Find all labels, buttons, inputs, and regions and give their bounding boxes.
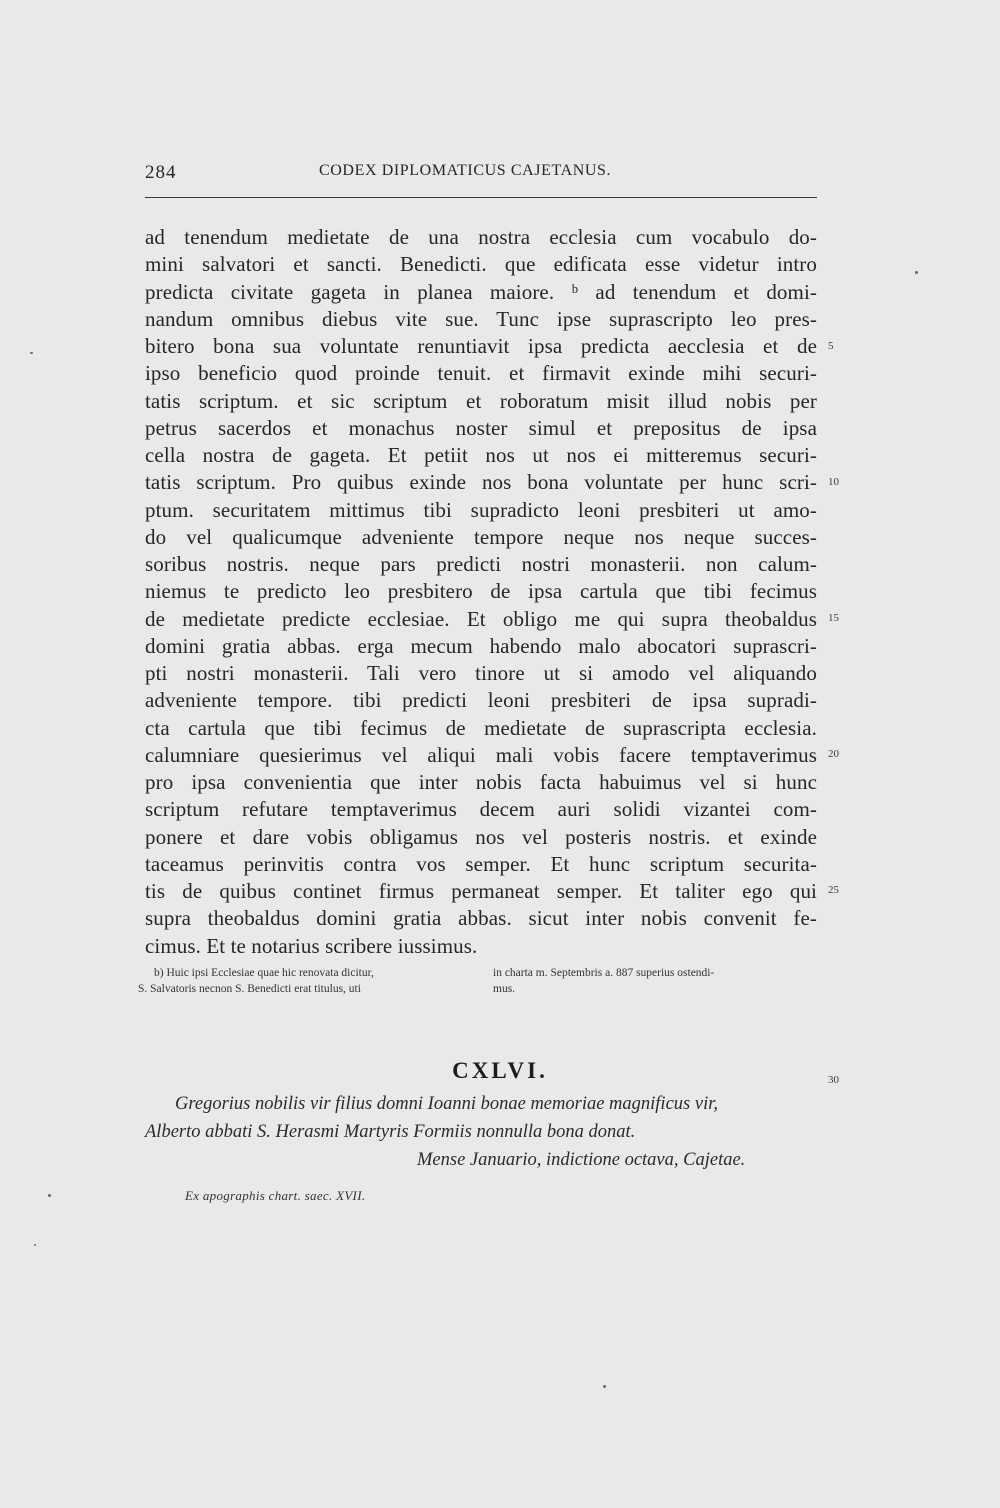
text-line: ipso beneficio quod proinde tenuit. et firmavit exinde mihi securi-: [145, 361, 817, 386]
text-line: domini gratia abbas. erga mecum habendo malo abocatori suprascri-: [145, 633, 817, 658]
text-line: petrus sacerdos et monachus noster simul et prepositus de ipsa: [145, 415, 817, 440]
paper-speck: [30, 352, 33, 354]
source-note: Ex apographis chart. saec. XVII.: [185, 1188, 366, 1203]
text-line: ad tenendum medietate de una nostra ecclesia cum vocabulo do-: [145, 225, 817, 249]
footnote-line: mus.: [493, 983, 516, 995]
line-number: 20: [828, 748, 839, 760]
document-number: CXLVI.: [452, 1058, 548, 1083]
text-line: bitero bona sua voluntate renuntiavit ipsa predicta aecclesia et de: [145, 334, 817, 358]
text-line: niemus te predicto leo presbitero de ipsa cartula que tibi fecimus: [145, 579, 817, 604]
text-line: pro ipsa convenientia que inter nobis facta habuimus vel si hunc: [145, 770, 817, 794]
text-line: de medietate predicte ecclesiae. Et obligo me qui supra theobaldus: [145, 606, 817, 631]
text-line: tis de quibus continet firmus permaneat semper. Et taliter ego qui: [145, 879, 817, 903]
running-title: CODEX DIPLOMATICUS CAJETANUS.: [319, 162, 612, 179]
text-line: do vel qualicumque adveniente tempore neque nos neque succes-: [145, 524, 817, 549]
text-line: adveniente tempore. tibi predicti leoni presbiteri de ipsa supradi-: [145, 688, 817, 713]
paper-speck: [603, 1385, 606, 1388]
text-line: tatis scriptum. et sic scriptum et roboratum misit illud nobis per: [145, 388, 817, 413]
page-number: 284: [145, 162, 177, 183]
main-text: [145, 224, 817, 960]
text-line: taceamus perinvitis contra vos semper. Et hunc scriptum securita-: [145, 851, 817, 876]
header-rule: [145, 197, 817, 198]
text-line: predicta civitate gageta in planea maiore. ᵇ ad tenendum et domi-: [145, 279, 817, 304]
text-line: supra theobaldus domini gratia abbas. sicut inter nobis convenit fe-: [145, 906, 817, 931]
text-line: tatis scriptum. Pro quibus exinde nos bona voluntate per hunc scri-: [145, 470, 817, 495]
paper-speck: [915, 271, 918, 274]
paper-speck: [48, 1194, 51, 1197]
text-line: cimus. Et te notarius scribere iussimus.: [145, 933, 478, 958]
paper-speck: [34, 1244, 36, 1246]
text-line: mini salvatori et sancti. Benedicti. que edificata esse videtur intro: [145, 252, 817, 277]
line-number: 15: [828, 612, 839, 624]
footnote-line: in charta m. Septembris a. 887 superius ostendi-: [493, 967, 715, 979]
text-line: cella nostra de gageta. Et petiit nos ut nos ei mitteremus securi-: [145, 443, 817, 467]
footnote-line: b) Huic ipsi Ecclesiae quae hic renovata dicitur,: [154, 967, 374, 979]
line-number: 25: [828, 884, 839, 896]
summary-date-line: Mense Januario, indictione octava, Cajetae.: [417, 1150, 746, 1170]
text-line: scriptum refutare temptaverimus decem auri solidi vizantei com-: [145, 797, 817, 822]
text-line: calumniare quesierimus vel aliqui mali vobis facere temptaverimus: [145, 742, 817, 767]
line-number: 30: [828, 1074, 839, 1086]
document-summary: [145, 1090, 820, 1174]
summary-line: Gregorius nobilis vir filius domni Ioanni bonae memoriae magnificus vir,: [175, 1094, 718, 1114]
summary-line: Alberto abbati S. Herasmi Martyris Formiis nonnulla bona donat.: [145, 1122, 636, 1142]
line-number: 5: [828, 340, 834, 352]
text-line: soribus nostris. neque pars predicti nostri monasterii. non calum-: [145, 552, 817, 576]
text-line: pti nostri monasterii. Tali vero tinore ut si amodo vel aliquando: [145, 661, 817, 685]
footnote-right-column: [493, 965, 714, 997]
footnote-line: S. Salvatoris necnon S. Benedicti erat titulus, uti: [138, 983, 361, 995]
footnote-left-column: [138, 965, 374, 997]
text-line: cta cartula que tibi fecimus de medietate de suprascripta ecclesia.: [145, 715, 817, 740]
text-line: ptum. securitatem mittimus tibi supradicto leoni presbiteri ut amo-: [145, 497, 817, 522]
line-number: 10: [828, 476, 839, 488]
text-line: ponere et dare vobis obligamus nos vel posteris nostris. et exinde: [145, 824, 817, 849]
header-row: [145, 160, 817, 190]
text-line: nandum omnibus diebus vite sue. Tunc ipse suprascripto leo pres-: [145, 306, 817, 331]
